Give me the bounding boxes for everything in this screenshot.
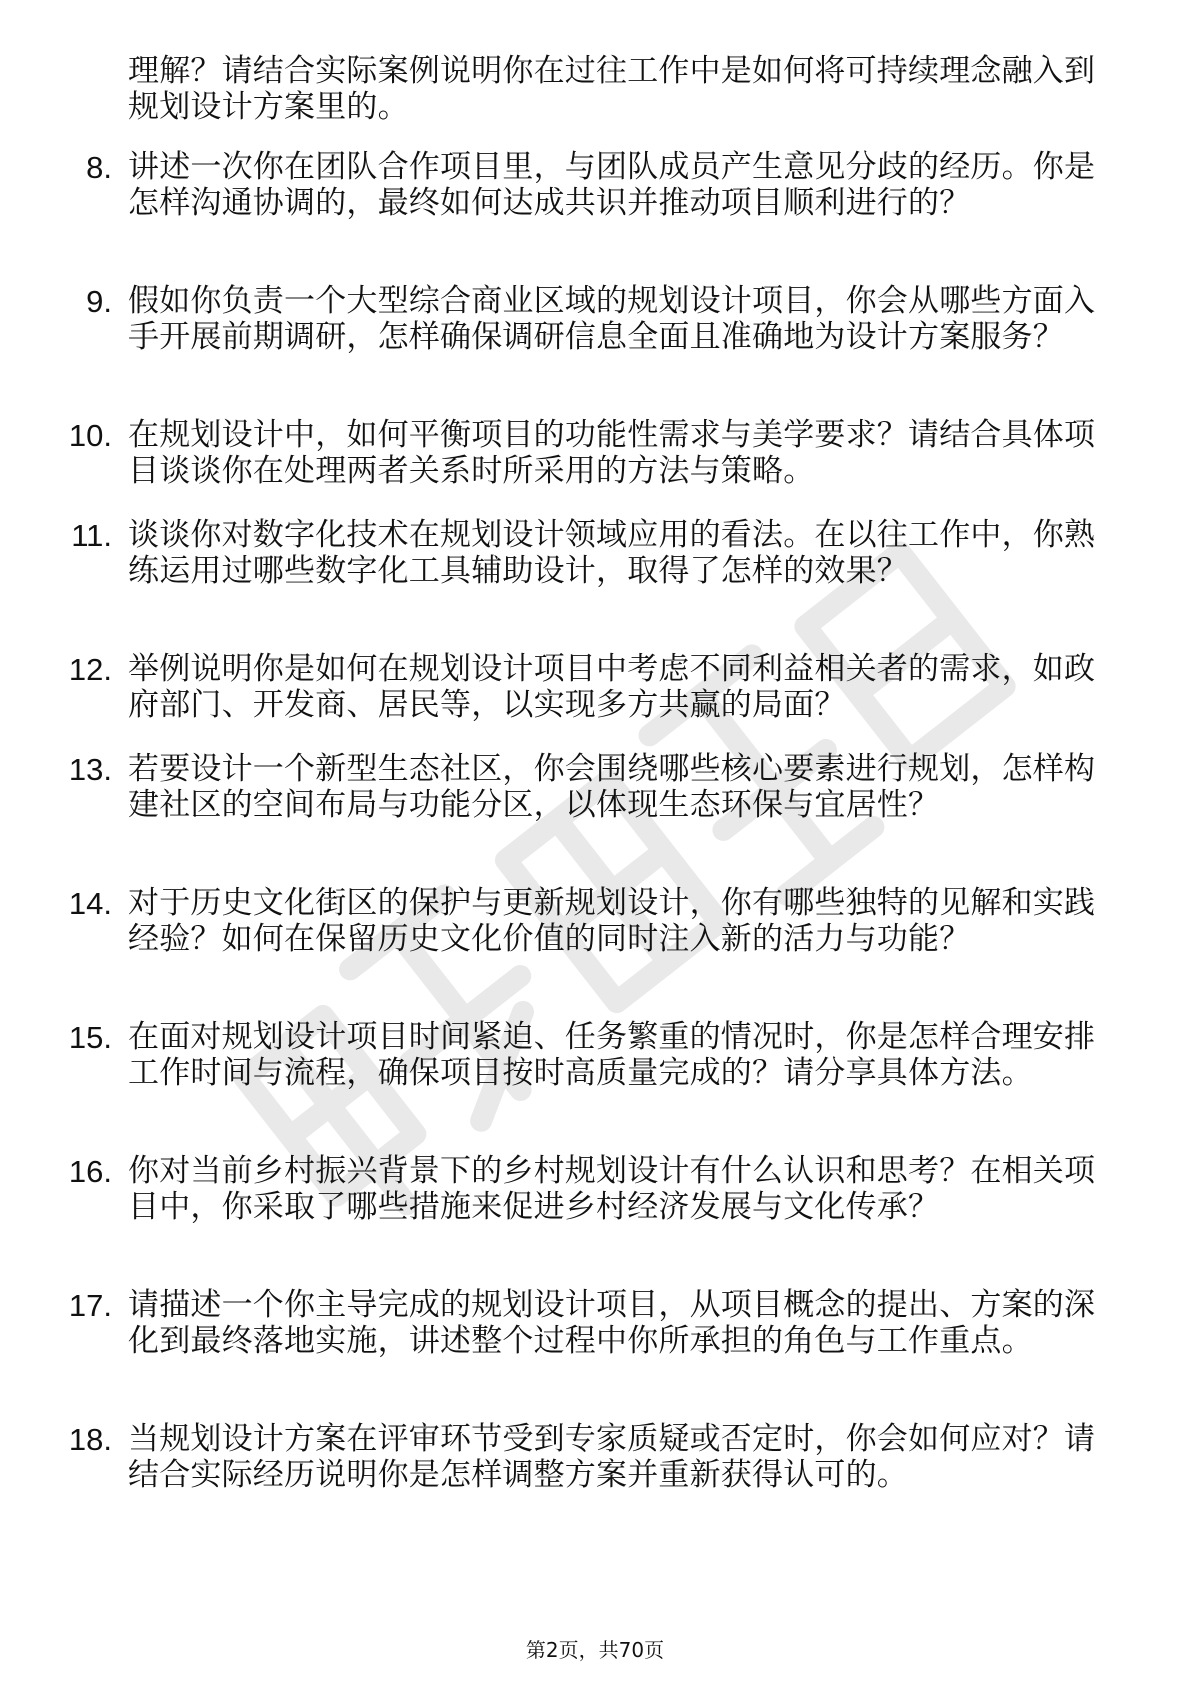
question-text: 你对当前乡村振兴背景下的乡村规划设计有什么认识和思考？在相关项目中，你采取了哪些措施来促进乡村经济发展与文化传承？: [128, 1153, 1096, 1225]
question-text: 谈谈你对数字化技术在规划设计领域应用的看法。在以往工作中，你熟练运用过哪些数字化工具辅助设计，取得了怎样的效果？: [128, 517, 1096, 589]
question-number: 14.: [68, 886, 112, 921]
question-text: 假如你负责一个大型综合商业区域的规划设计项目，你会从哪些方面入手开展前期调研，怎样确保调研信息全面且准确地为设计方案服务？: [128, 283, 1096, 355]
question-number: 11.: [71, 518, 112, 553]
question-number: 10.: [68, 418, 112, 453]
question-text: 在规划设计中，如何平衡项目的功能性需求与美学要求？请结合具体项目谈谈你在处理两者关系时所采用的方法与策略。: [128, 417, 1096, 489]
question-text: 当规划设计方案在评审环节受到专家质疑或否定时，你会如何应对？请结合实际经历说明你是怎样调整方案并重新获得认可的。: [128, 1421, 1096, 1493]
question-number: 15.: [68, 1020, 112, 1055]
question-text: 对于历史文化街区的保护与更新规划设计，你有哪些独特的见解和实践经验？如何在保留历史文化价值的同时注入新的活力与功能？: [128, 885, 1096, 957]
question-number: 9.: [86, 284, 112, 319]
question-number: 13.: [68, 752, 112, 787]
question-text: 举例说明你是如何在规划设计项目中考虑不同利益相关者的需求，如政府部门、开发商、居民等，以实现多方共赢的局面？: [128, 651, 1096, 723]
question-text: 若要设计一个新型生态社区，你会围绕哪些核心要素进行规划，怎样构建社区的空间布局与功能分区，以体现生态环保与宜居性？: [128, 751, 1096, 823]
question-number: 18.: [68, 1422, 112, 1457]
question-text: 请描述一个你主导完成的规划设计项目，从项目概念的提出、方案的深化到最终落地实施，讲述整个过程中你所承担的角色与工作重点。: [128, 1287, 1096, 1359]
question-7-continuation: 理解？请结合实际案例说明你在过往工作中是如何将可持续理念融入到规划设计方案里的。: [128, 53, 1096, 125]
page-number-footer: 第2页，共70页: [525, 1638, 665, 1662]
question-text: 讲述一次你在团队合作项目里，与团队成员产生意见分歧的经历。你是怎样沟通协调的，最终如何达成共识并推动项目顺利进行的？: [128, 149, 1096, 221]
question-number: 17.: [68, 1288, 112, 1323]
question-number: 12.: [68, 652, 112, 687]
question-number: 8.: [86, 150, 112, 185]
question-number: 16.: [68, 1154, 112, 1189]
question-text: 在面对规划设计项目时间紧迫、任务繁重的情况时，你是怎样合理安排工作时间与流程，确保项目按时高质量完成的？请分享具体方法。: [128, 1019, 1096, 1091]
